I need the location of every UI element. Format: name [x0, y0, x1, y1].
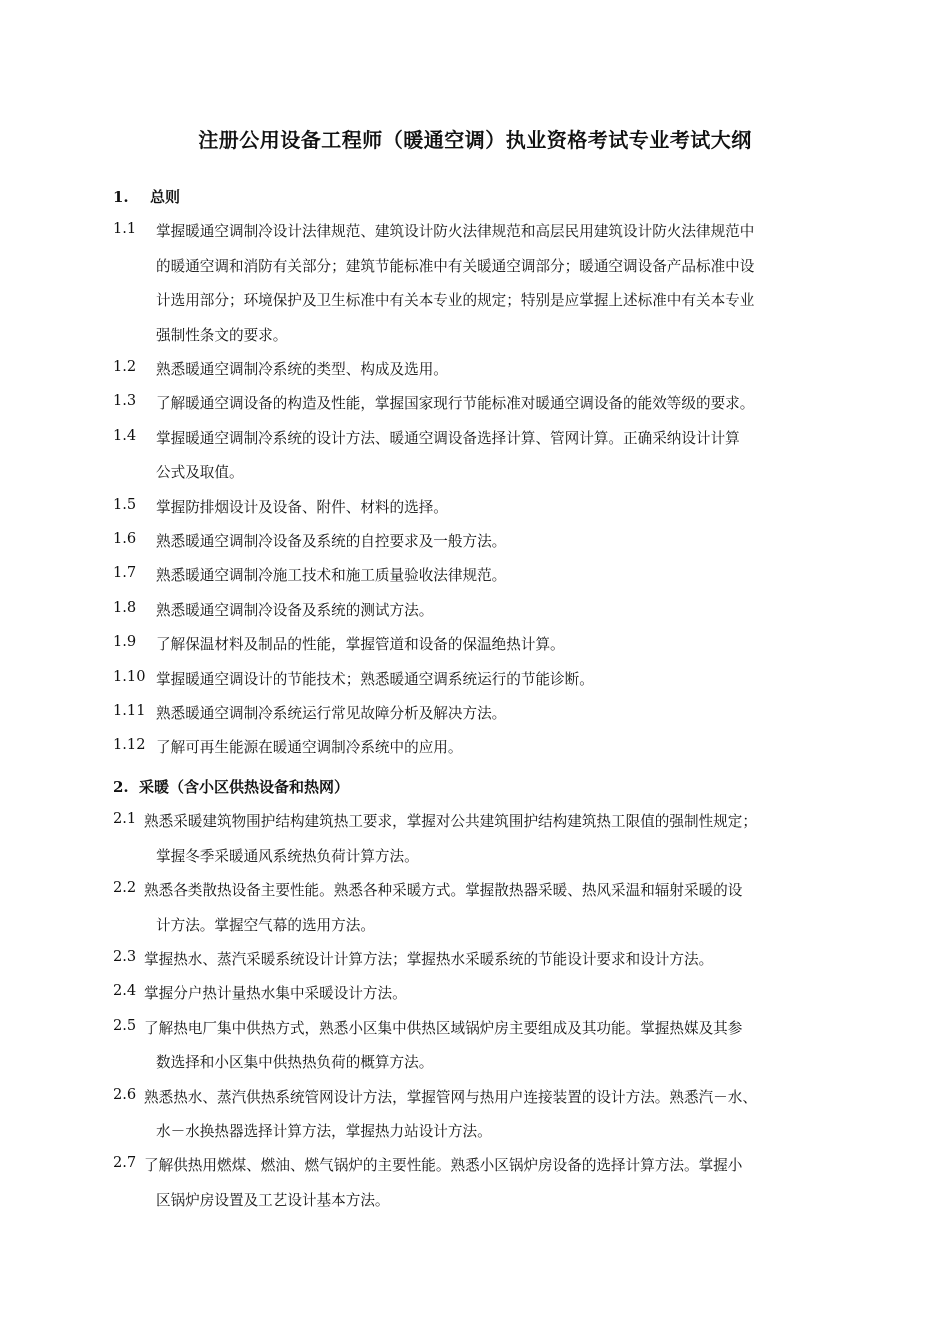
item-number: 2.7	[113, 1154, 137, 1172]
item-text-line: 了解可再生能源在暖通空调制冷系统中的应用。	[156, 739, 463, 757]
item-number: 1.1	[113, 220, 137, 238]
item-number: 1.3	[113, 392, 137, 410]
item-number: 2.2	[113, 879, 137, 897]
item-text-line: 计选用部分；环境保护及卫生标准中有关本专业的规定；特别是应掌握上述标准中有关本专业	[156, 292, 755, 310]
section-heading	[113, 776, 349, 797]
section-number: 2.	[113, 778, 129, 796]
item-text-line: 掌握热水、蒸汽采暖系统设计计算方法；掌握热水采暖系统的节能设计要求和设计方法。	[144, 951, 714, 968]
section-heading	[113, 186, 180, 207]
section-heading-text: 采暖（含小区供热设备和热网）	[139, 778, 350, 796]
item-text-line: 熟悉暖通空调制冷系统的类型、构成及选用。	[156, 361, 448, 378]
section-heading-text: 总则	[150, 188, 181, 206]
item-text-line: 掌握暖通空调制冷系统的设计方法、暖通空调设备选择计算、管网计算。正确采纳设计计算	[156, 429, 740, 447]
item-number: 1.12	[113, 736, 146, 754]
item-number: 2.4	[113, 982, 137, 1000]
item-text-line: 掌握暖通空调设计的节能技术；熟悉暖通空调系统运行的节能诊断。	[156, 670, 594, 688]
item-number: 1.8	[113, 598, 137, 616]
item-text-line: 计方法。掌握空气幕的选用方法。	[156, 916, 375, 934]
item-text-line: 强制性条文的要求。	[156, 326, 288, 344]
item-number: 1.6	[113, 530, 137, 547]
item-text-line: 熟悉采暖建筑物围护结构建筑热工要求，掌握对公共建筑围护结构建筑热工限值的强制性规定；	[144, 813, 757, 831]
item-text-line: 熟悉各类散热设备主要性能。熟悉各种采暖方式。掌握散热器采暖、热风采温和辐射采暖的设	[144, 882, 743, 900]
item-text-line: 了解保温材料及制品的性能，掌握管道和设备的保温绝热计算。	[156, 636, 565, 654]
item-text-line: 熟悉暖通空调制冷设备及系统的自控要求及一般方法。	[156, 533, 507, 550]
item-text-line: 熟悉暖通空调制冷设备及系统的测试方法。	[156, 601, 434, 619]
item-number: 1.2	[113, 358, 137, 375]
item-text-line: 掌握分户热计量热水集中采暖设计方法。	[144, 985, 407, 1003]
item-number: 1.7	[113, 564, 137, 582]
item-number: 2.6	[113, 1085, 137, 1103]
item-text-line: 掌握防排烟设计及设备、附件、材料的选择。	[156, 498, 448, 516]
item-text-line: 了解暖通空调设备的构造及性能，掌握国家现行节能标准对暖通空调设备的能效等级的要求。	[156, 395, 755, 413]
item-number: 1.10	[113, 667, 146, 685]
item-number: 2.5	[113, 1016, 137, 1034]
item-text-line: 熟悉暖通空调制冷施工技术和施工质量验收法律规范。	[156, 567, 507, 585]
item-number: 2.3	[113, 948, 137, 965]
section-number: 1.	[113, 188, 129, 206]
item-number: 1.5	[113, 495, 137, 513]
item-text-line: 了解热电厂集中供热方式，熟悉小区集中供热区域锅炉房主要组成及其功能。掌握热媒及其参	[144, 1019, 743, 1037]
item-text-line: 公式及取值。	[156, 464, 244, 482]
item-text-line: 数选择和小区集中供热热负荷的概算方法。	[156, 1054, 434, 1072]
item-text-line: 水－水换热器选择计算方法，掌握热力站设计方法。	[156, 1122, 492, 1140]
item-number: 1.9	[113, 633, 137, 651]
item-text-line: 的暖通空调和消防有关部分；建筑节能标准中有关暖通空调部分；暖通空调设备产品标准中设	[156, 257, 755, 275]
document-title: 注册公用设备工程师（暖通空调）执业资格考试专业考试大纲	[198, 128, 752, 152]
item-text-line: 掌握暖通空调制冷设计法律规范、建筑设计防火法律规范和高层民用建筑设计防火法律规范中	[156, 223, 755, 241]
item-text-line: 区锅炉房设置及工艺设计基本方法。	[156, 1191, 390, 1209]
item-number: 2.1	[113, 810, 137, 828]
item-text-line: 熟悉热水、蒸汽供热系统管网设计方法，掌握管网与热用户连接装置的设计方法。熟悉汽－水、	[144, 1088, 757, 1106]
item-number: 1.4	[113, 426, 137, 444]
item-text-line: 熟悉暖通空调制冷系统运行常见故障分析及解决方法。	[156, 705, 507, 722]
item-text-line: 了解供热用燃煤、燃油、燃气锅炉的主要性能。熟悉小区锅炉房设备的选择计算方法。掌握小	[144, 1157, 743, 1175]
item-text-line: 掌握冬季采暖通风系统热负荷计算方法。	[156, 847, 419, 865]
item-number: 1.11	[113, 702, 146, 719]
